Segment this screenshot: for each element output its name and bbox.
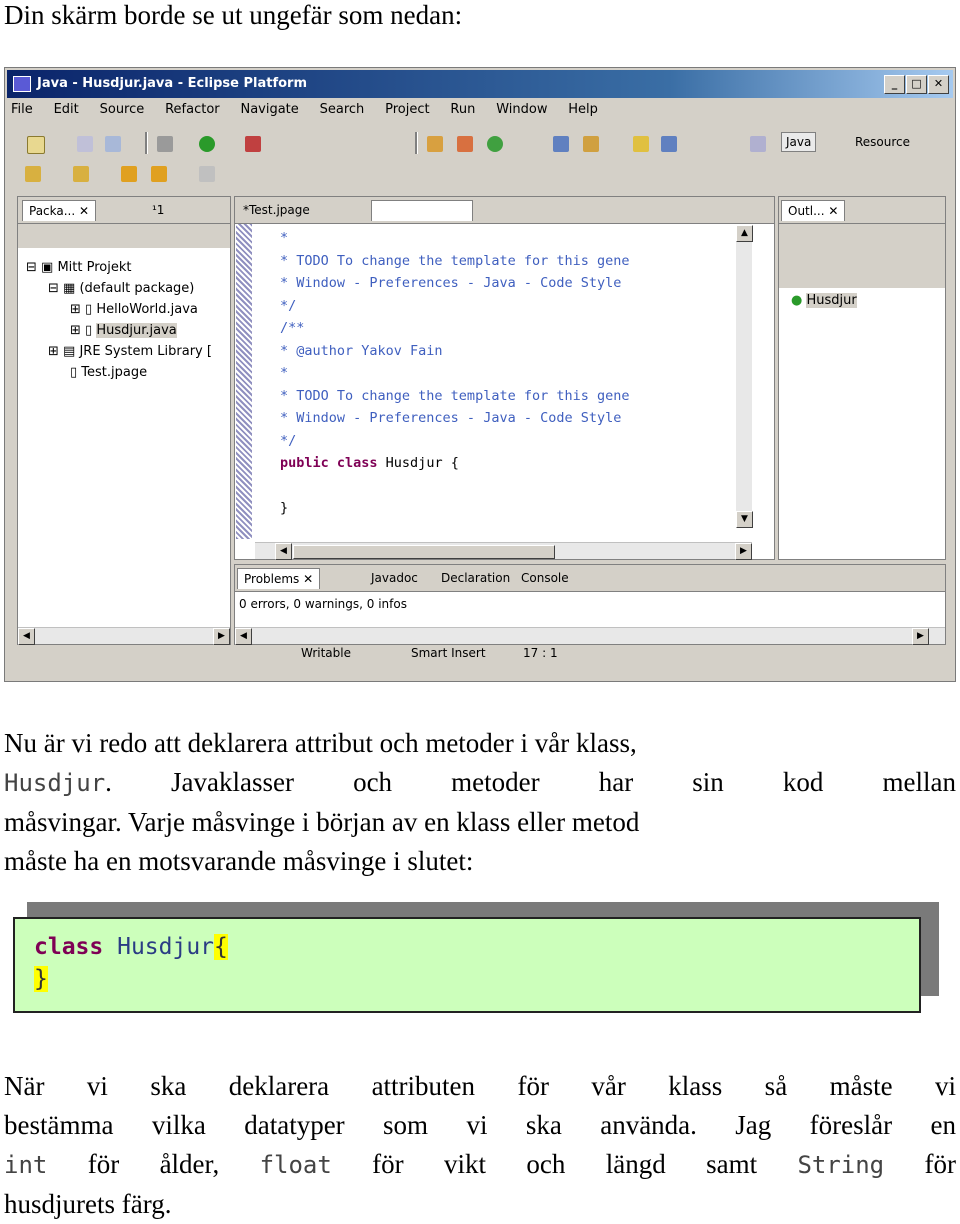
- tab-javadoc-label: Javadoc: [371, 571, 418, 585]
- menu-file[interactable]: File: [11, 102, 33, 117]
- scroll-left-button[interactable]: ◀: [18, 628, 35, 645]
- scroll-up-button[interactable]: ▲: [736, 225, 753, 242]
- task-icon[interactable]: [661, 136, 677, 152]
- tree-item-jre-label: JRE System Library [: [79, 344, 212, 359]
- close-button[interactable]: ✕: [928, 75, 949, 94]
- tree-item-package-label: (default package): [79, 281, 195, 296]
- next-annotation-icon[interactable]: [25, 166, 41, 182]
- tab-declaration[interactable]: [435, 568, 516, 588]
- package-explorer: [17, 196, 231, 645]
- code-line: */: [280, 432, 297, 449]
- tab-test-jpage-label: *Test.jpage: [243, 203, 310, 217]
- class-icon: ●: [791, 293, 803, 308]
- problems-summary: 0 errors, 0 warnings, 0 infos: [239, 597, 407, 611]
- paragraph-1-line: måste ha en motsvarande måsvinge i slutet:: [4, 846, 474, 876]
- tab-hierarchy[interactable]: [146, 200, 170, 220]
- open-type-icon[interactable]: [427, 136, 443, 152]
- code-line: * Window - Preferences - Java - Code Style: [280, 410, 622, 426]
- editor-vscroll[interactable]: [736, 225, 752, 528]
- paragraph-2: [4, 1067, 956, 1224]
- inline-code-int: int: [4, 1151, 48, 1179]
- tree-item-jre[interactable]: ⊞ ▤ JRE System Library [: [48, 344, 212, 359]
- code-line: * @author Yakov Fain: [280, 342, 443, 359]
- tab-package-explorer-label: Packa...: [29, 204, 76, 218]
- prev-annotation-icon[interactable]: [73, 166, 89, 182]
- tab-package-explorer[interactable]: Packa... ✕: [22, 200, 96, 221]
- code-line: * TODO To change the template for this gene: [280, 387, 630, 404]
- tab-outline-label: Outl...: [788, 204, 825, 218]
- code-text: [280, 227, 630, 520]
- code-keyword: public class: [280, 455, 378, 471]
- explorer-hscroll[interactable]: [18, 627, 230, 644]
- inline-code-husdjur: Husdjur: [4, 769, 106, 797]
- code-line: /**: [280, 320, 305, 336]
- open-perspective-icon[interactable]: [750, 136, 766, 152]
- menu-project[interactable]: Project: [385, 102, 430, 117]
- toolbar-separator: [145, 132, 148, 154]
- outline-header: [779, 197, 945, 224]
- paragraph-1-line: Nu är vi redo att deklarera attribut och metoder i vår klass,: [4, 728, 637, 758]
- scroll-right-button[interactable]: ▶: [912, 628, 929, 645]
- perspective-java-label: Java: [786, 135, 812, 149]
- tab-test-jpage[interactable]: [237, 200, 316, 220]
- code-class-name: Husdjur {: [377, 455, 459, 471]
- paragraph-2-text: för: [884, 1149, 956, 1179]
- new-icon[interactable]: [27, 136, 45, 154]
- toolbar-separator: [415, 132, 418, 154]
- annotation-icon[interactable]: [633, 136, 649, 152]
- tree-item-testjpage[interactable]: ▯ Test.jpage: [70, 365, 148, 380]
- inline-code-float: float: [259, 1151, 332, 1179]
- tree-item-package[interactable]: ⊟ ▦ (default package): [48, 281, 195, 296]
- tab-outline[interactable]: Outl... ✕: [781, 200, 845, 221]
- scroll-right-button[interactable]: ▶: [213, 628, 230, 645]
- menu-search[interactable]: Search: [319, 102, 365, 117]
- tree-item-helloworld-label: HelloWorld.java: [96, 302, 198, 317]
- editor-pane: [234, 196, 775, 560]
- paragraph-1-line: . Javaklasser och metoder har sin kod mellan: [105, 767, 956, 797]
- code-open-brace: {: [214, 934, 228, 960]
- code-line: * TODO To change the template for this gene: [280, 252, 630, 269]
- tab-problems[interactable]: Problems ✕: [237, 568, 320, 589]
- problems-pane: [234, 564, 946, 645]
- paragraph-1-line: måsvingar. Varje måsvinge i början av en klass eller metod: [4, 807, 640, 837]
- tree-item-project-label: Mitt Projekt: [57, 260, 132, 275]
- tree-item-husdjur[interactable]: ⊞ ▯ Husdjur.java: [70, 323, 177, 338]
- run-icon[interactable]: [199, 136, 215, 152]
- code-close-brace: }: [34, 966, 48, 992]
- scroll-down-button[interactable]: ▼: [736, 511, 753, 528]
- status-cursor-position: 17 : 1: [523, 646, 558, 660]
- outline-item-label: Husdjur: [806, 293, 857, 308]
- paragraph-2-text: för ålder,: [47, 1149, 260, 1179]
- menu-navigate[interactable]: Navigate: [240, 102, 299, 117]
- editor-hscroll[interactable]: [255, 542, 752, 559]
- title-bar: [7, 70, 953, 98]
- tab-console-label: Console: [521, 571, 569, 585]
- paragraph-2-line: husdjurets färg.: [4, 1189, 172, 1219]
- menu-bar: [11, 102, 615, 122]
- new-class-icon[interactable]: [487, 136, 503, 152]
- back-icon[interactable]: [151, 166, 167, 182]
- paragraph-2-line: När vi ska deklarera attributen för vår klass så måste vi: [4, 1071, 956, 1101]
- print-icon[interactable]: [105, 136, 121, 152]
- scroll-right-button[interactable]: ▶: [735, 543, 752, 560]
- menu-refactor[interactable]: Refactor: [165, 102, 220, 117]
- outline-pane: [778, 196, 946, 560]
- view-toolbar: [18, 224, 230, 248]
- pencil-icon[interactable]: [583, 136, 599, 152]
- outline-toolbar: [779, 224, 945, 288]
- code-class-name: Husdjur: [103, 934, 215, 960]
- menu-window[interactable]: Window: [496, 102, 548, 117]
- tab-husdjur-java-label: Husdjur.java: [378, 204, 453, 218]
- code-line: *: [280, 365, 289, 381]
- code-closing-brace: }: [280, 500, 289, 516]
- code-line: */: [280, 297, 297, 314]
- code-line: *: [280, 230, 289, 246]
- intro-text: Din skärm borde se ut ungefär som nedan:: [4, 0, 463, 30]
- editor-tab-header: [235, 197, 774, 224]
- menu-run[interactable]: Run: [450, 102, 476, 117]
- external-tools-icon[interactable]: [245, 136, 261, 152]
- paragraph-2-line: bestämma vilka datatyper som vi ska använda. Jag föreslår en: [4, 1110, 956, 1140]
- code-keyword: class: [34, 934, 104, 960]
- tab-javadoc[interactable]: [365, 568, 424, 588]
- window-title: Java - Husdjur.java - Eclipse Platform: [37, 76, 308, 91]
- status-writable: Writable: [301, 646, 351, 660]
- project-tree: [26, 257, 212, 383]
- outline-item[interactable]: [791, 293, 857, 308]
- minimize-button[interactable]: _: [884, 75, 905, 94]
- perspective-resource[interactable]: [851, 132, 914, 152]
- problems-header: [235, 565, 945, 592]
- hierarchy-icon[interactable]: [457, 136, 473, 152]
- paragraph-2-text: för vikt och längd samt: [331, 1149, 798, 1179]
- menu-source[interactable]: Source: [99, 102, 145, 117]
- eclipse-app-icon: [13, 76, 31, 92]
- code-box: [13, 917, 921, 1013]
- tab-declaration-label: Declaration: [441, 571, 511, 585]
- paragraph-1: [4, 724, 956, 881]
- last-edit-icon[interactable]: [121, 166, 137, 182]
- search-icon[interactable]: [553, 136, 569, 152]
- tab-console[interactable]: [515, 568, 575, 588]
- code-line-class: [280, 452, 630, 475]
- maximize-button[interactable]: □: [906, 75, 927, 94]
- editor-hscroll-thumb[interactable]: [293, 545, 555, 559]
- problems-hscroll[interactable]: [235, 627, 945, 644]
- forward-icon[interactable]: [199, 166, 215, 182]
- eclipse-window: [4, 67, 956, 682]
- tree-item-project[interactable]: ⊟ ▣ Mitt Projekt: [26, 260, 132, 275]
- inline-code-string: String: [797, 1151, 885, 1179]
- scroll-left-button[interactable]: ◀: [235, 628, 252, 645]
- code-snippet: [34, 931, 228, 995]
- tab-problems-label: Problems: [244, 572, 300, 586]
- perspective-resource-label: Resource: [855, 135, 911, 149]
- code-line: * Window - Preferences - Java - Code Style: [280, 275, 622, 291]
- tab-hierarchy-label: ¹1: [152, 203, 165, 217]
- menu-edit[interactable]: Edit: [53, 102, 79, 117]
- save-icon[interactable]: [77, 136, 93, 152]
- menu-help[interactable]: Help: [568, 102, 598, 117]
- package-explorer-header: [18, 197, 230, 224]
- tree-item-husdjur-label: Husdjur.java: [96, 323, 177, 338]
- tree-item-helloworld[interactable]: ⊞ ▯ HelloWorld.java: [70, 302, 198, 317]
- tree-item-testjpage-label: Test.jpage: [81, 365, 148, 380]
- editor-gutter: [236, 224, 252, 539]
- debug-icon[interactable]: [157, 136, 173, 152]
- perspective-java[interactable]: [781, 132, 816, 152]
- scroll-left-button[interactable]: ◀: [275, 543, 292, 560]
- tab-husdjur-java[interactable]: Husdjur.java ✕: [371, 200, 473, 221]
- status-insert-mode: Smart Insert: [411, 646, 486, 660]
